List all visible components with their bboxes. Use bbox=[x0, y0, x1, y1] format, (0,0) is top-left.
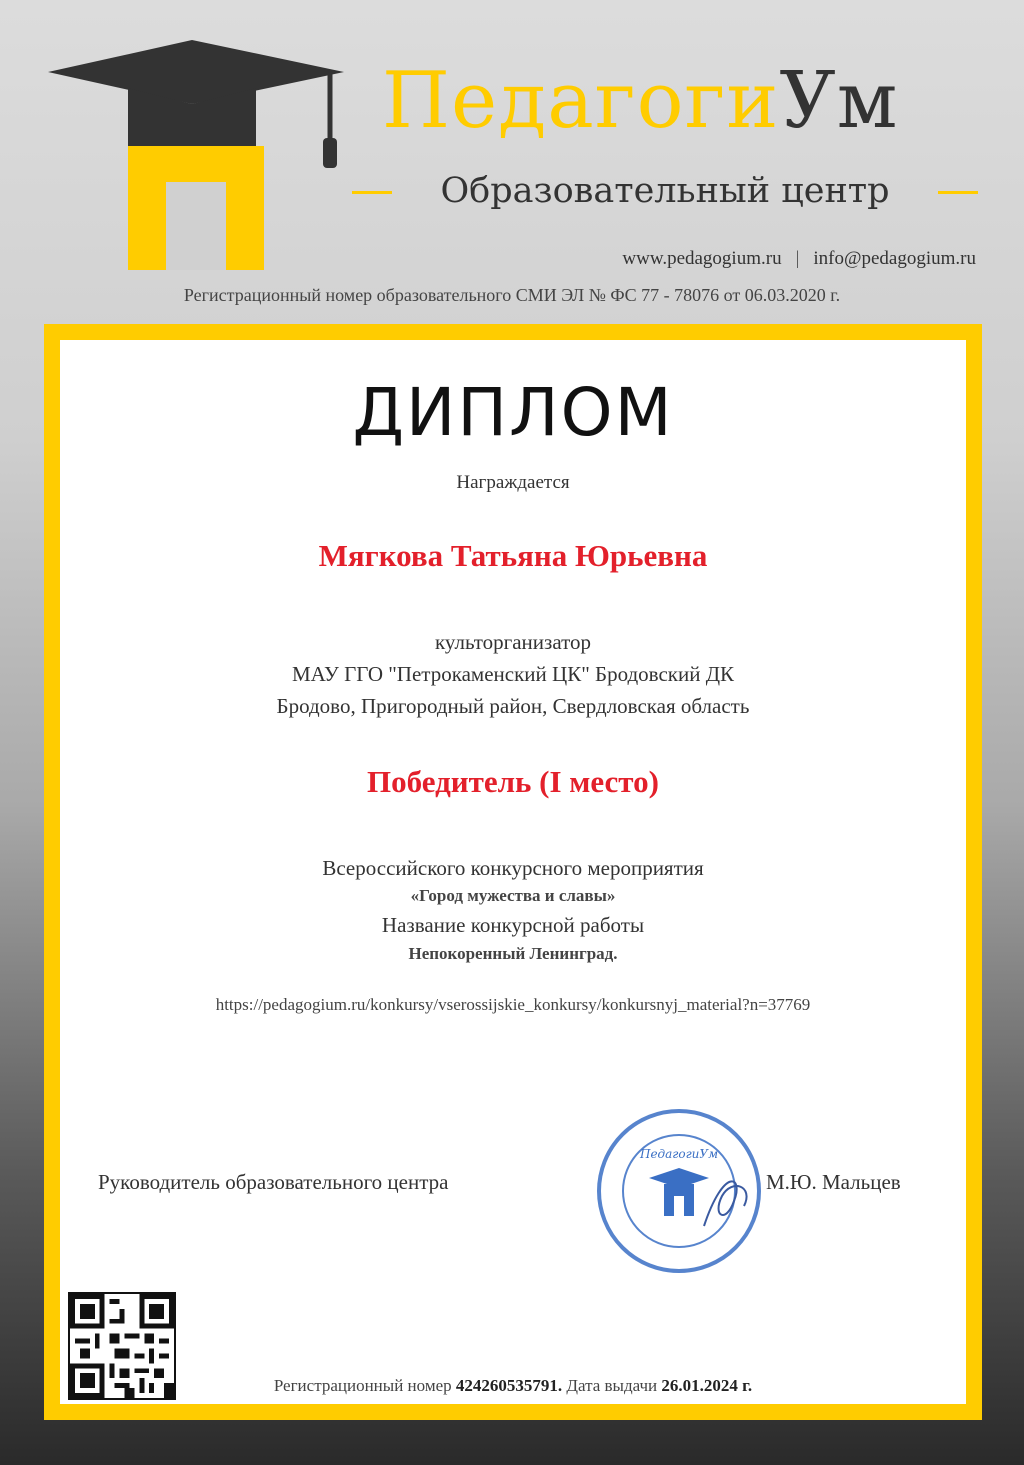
diploma-title: ДИПЛОМ bbox=[352, 374, 674, 451]
brand-name bbox=[382, 56, 898, 146]
graduation-cap-logo-icon bbox=[44, 40, 354, 280]
material-url[interactable]: https://pedagogium.ru/konkursy/vserossijskie_konkursy/konkursnyj_material?n=37769 bbox=[215, 995, 811, 1014]
website-link[interactable]: www.pedagogium.ru bbox=[622, 248, 782, 269]
brand-subtitle: Образовательный центр bbox=[440, 171, 890, 211]
brand-part-2: Ум bbox=[779, 56, 899, 146]
award-place: Победитель (I место) bbox=[367, 764, 659, 799]
reg-number-value: 424260535791. bbox=[455, 1376, 563, 1395]
recipient-location: Бродово, Пригородный район, Свердловская область bbox=[276, 694, 750, 718]
subtitle-left-rule bbox=[352, 191, 392, 194]
svg-text:ПедагогиУм: ПедагогиУм bbox=[639, 1147, 719, 1161]
issue-date-value: 26.01.2024 г. bbox=[661, 1376, 753, 1395]
event-label: Всероссийского конкурсного мероприятия bbox=[322, 856, 704, 880]
awarded-label: Награждается bbox=[456, 472, 570, 493]
subtitle-right-rule bbox=[938, 191, 978, 194]
signer-name: М.Ю. Мальцев bbox=[766, 1170, 901, 1194]
reg-number-label: Регистрационный номер bbox=[273, 1376, 452, 1395]
event-name: «Город мужества и славы» bbox=[410, 886, 616, 905]
recipient-organization: МАУ ГГО "Петрокаменский ЦК" Бродовский ДК bbox=[291, 662, 735, 686]
work-name: Непокоренный Ленинград. bbox=[408, 944, 618, 963]
media-registration: Регистрационный номер образовательного СМИ ЭЛ № ФС 77 - 78076 от 06.03.2020 г. bbox=[183, 285, 841, 305]
recipient-position: культорганизатор bbox=[434, 630, 592, 654]
brand-subtitle-row bbox=[352, 166, 978, 216]
contacts bbox=[622, 248, 976, 270]
email-link[interactable]: info@pedagogium.ru bbox=[813, 248, 976, 269]
work-label: Название конкурсной работы bbox=[381, 913, 645, 937]
stamp-seal-icon bbox=[594, 1106, 764, 1276]
signer-title: Руководитель образовательного центра bbox=[98, 1170, 449, 1194]
brand-part-1: Педагоги bbox=[382, 56, 780, 146]
diploma-card bbox=[60, 340, 966, 1404]
registration-number-line bbox=[60, 1376, 966, 1396]
contacts-separator: | bbox=[795, 248, 800, 269]
issue-date-label: Дата выдачи bbox=[566, 1376, 658, 1395]
recipient-name: Мягкова Татьяна Юрьевна bbox=[318, 538, 708, 573]
